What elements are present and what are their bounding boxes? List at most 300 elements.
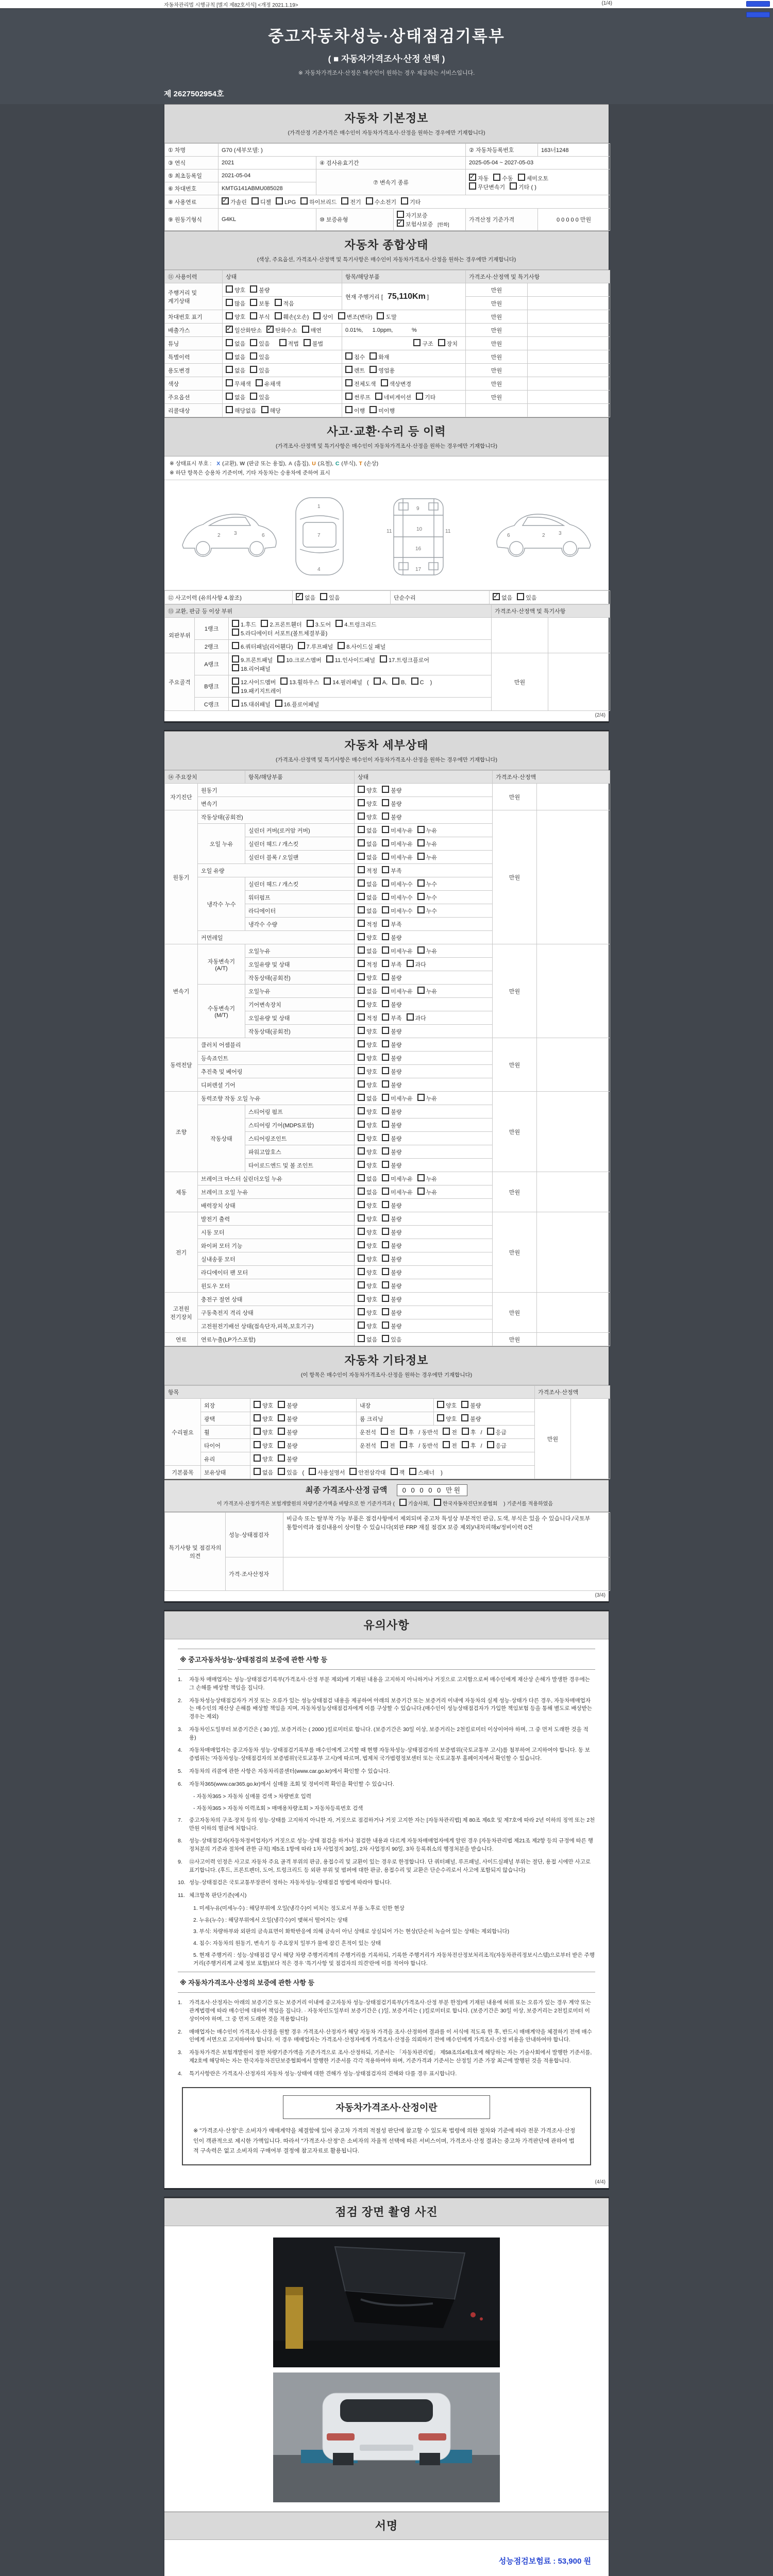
checkbox-불법[interactable] (304, 339, 311, 346)
checkbox-양호[interactable] (437, 1401, 444, 1408)
state-checks (355, 1132, 493, 1145)
checkbox-양호[interactable] (226, 285, 233, 293)
viewer-badge-icon[interactable] (746, 12, 770, 18)
checkbox-상이[interactable] (313, 312, 321, 319)
checkbox-무단변속기[interactable] (469, 182, 476, 190)
checkbox-적법[interactable] (279, 339, 287, 346)
checkbox-있음[interactable] (250, 366, 257, 373)
checkbox-label: 하이브리드 (309, 199, 337, 206)
checkbox-양호[interactable] (358, 1308, 365, 1315)
notice-item-text: 자동차매매업자는 중고자동차 성능·상태점검기록부를 매수인에게 고지할 때 현행 자동차성능·상태점검자의 보증범위(국토교통부 고시)를 첨부하여 고지하여야 합니다. 동 보증범위는 '자동차성능·상태점검자의 보증범위'(국토교통부 고시)에 따르며, 법제처 국가법령정보센터 또는 국토교통부 홈페이지에서 확인할 수 있습니다. (189, 1747, 590, 1761)
note-cell (528, 283, 610, 297)
checkbox-부족[interactable] (382, 960, 389, 967)
checkbox-해당[interactable] (261, 406, 268, 413)
usage-row-label: 튜닝 (165, 337, 223, 350)
checkbox-불량[interactable] (382, 1241, 389, 1248)
checkbox-불량[interactable] (278, 1454, 285, 1462)
checkbox-양호[interactable] (358, 1295, 365, 1302)
legend-symbol-W: W (240, 461, 245, 467)
checkbox-없음[interactable] (226, 352, 233, 360)
checkbox-양호[interactable] (358, 1134, 365, 1141)
checkbox-6.쿼터패널(리어휀다)[interactable] (232, 642, 239, 649)
checkbox-불량[interactable] (278, 1401, 285, 1408)
checkbox-누유[interactable] (417, 1174, 425, 1181)
field-label: ⑩ 보증유형 (316, 209, 394, 231)
checkbox-불량[interactable] (382, 1000, 389, 1007)
checkbox-양호[interactable] (358, 1214, 365, 1222)
checkbox-응급[interactable] (487, 1428, 494, 1435)
checkbox-없음[interactable] (226, 366, 233, 373)
notice-item (178, 1726, 595, 1742)
checkbox-불량[interactable] (382, 1321, 389, 1329)
car-name-value: G70 (세부모델: ) (219, 144, 466, 157)
checkbox-18.리어패널[interactable] (232, 664, 239, 671)
checkbox-침수[interactable] (345, 352, 352, 360)
checkbox-14.필러패널[interactable] (324, 677, 331, 685)
checkbox-후[interactable] (400, 1441, 407, 1448)
check-item (250, 339, 270, 348)
checkbox-2.프론트휀더[interactable] (261, 620, 268, 627)
checkbox-10.크로스멤버[interactable] (277, 655, 284, 663)
checkbox-없음[interactable] (358, 879, 365, 887)
checkbox-누유[interactable] (417, 1188, 425, 1195)
checkbox-양호[interactable] (358, 812, 365, 820)
checkbox-label: 양호 (262, 1416, 274, 1422)
notice-criteria-line: 3. 부식: 차량하부와 외판의 금속표면이 화학반응에 의해 금속이 아닌 상태로 상실되어 가는 현상(단순히 녹슬어 있는 상태는 제외합니다) (193, 1928, 510, 1935)
checkbox-수소전기[interactable] (366, 197, 373, 205)
svg-text:2: 2 (217, 533, 221, 538)
checkbox-양호[interactable] (254, 1428, 261, 1435)
checkbox-미세누수[interactable] (382, 879, 389, 887)
checkbox-이행[interactable] (345, 406, 352, 413)
checkbox-미이행[interactable] (369, 406, 377, 413)
checkbox-훼손(오손)[interactable] (275, 312, 282, 319)
checkbox-안전삼각대[interactable] (349, 1468, 357, 1475)
checkbox-불량[interactable] (382, 1201, 389, 1208)
checkbox-많음[interactable] (226, 299, 233, 306)
checkbox-도말[interactable] (377, 312, 384, 319)
checkbox-누유[interactable] (417, 826, 425, 833)
checkbox-전[interactable] (381, 1441, 388, 1448)
checkbox-label: 과다 (415, 962, 426, 968)
checkbox-A,[interactable] (374, 677, 381, 685)
checkbox-있음[interactable] (250, 352, 257, 360)
checkbox-기타[interactable] (401, 197, 408, 205)
checkbox-있음[interactable] (320, 593, 327, 600)
checkbox-누유[interactable] (417, 853, 425, 860)
checkbox-잭[interactable] (391, 1468, 398, 1475)
checkbox-전[interactable] (381, 1428, 388, 1435)
checkbox-전체도색[interactable] (345, 379, 352, 386)
checkbox-label: 기타 (410, 199, 421, 206)
checkbox-label: 누수 (426, 895, 438, 901)
checkbox-전[interactable] (443, 1428, 450, 1435)
checkbox-미세누유[interactable] (382, 826, 389, 833)
checkbox-불량[interactable] (382, 1308, 389, 1315)
checkbox-적정[interactable] (358, 1013, 365, 1021)
check-item (382, 1000, 401, 1009)
checkbox-19.패키지트레이[interactable] (232, 686, 239, 693)
checkbox-4.트렁크리드[interactable] (335, 620, 343, 627)
viewer-badge-icon[interactable] (746, 1, 770, 7)
checkbox-적정[interactable] (358, 920, 365, 927)
etc-info-table (164, 1385, 609, 1479)
checkbox-미세누유[interactable] (382, 839, 389, 846)
final-price-band (164, 1479, 609, 1512)
checkbox-미세누유[interactable] (382, 987, 389, 994)
checkbox-장치[interactable] (438, 339, 445, 346)
check-item (382, 960, 401, 969)
checkbox-label: 탄화수소 (275, 328, 297, 334)
checkbox-불량[interactable] (382, 1134, 389, 1141)
checkbox-label: 전 (451, 1430, 457, 1436)
checkbox-불량[interactable] (278, 1428, 285, 1435)
checkbox-label: 있음 (391, 1337, 402, 1343)
text: ) (439, 1470, 443, 1476)
checkbox-기술사회,[interactable] (399, 1499, 407, 1506)
rank-label: A랭크 (195, 653, 229, 675)
checkbox-양호[interactable] (358, 1080, 365, 1088)
checkbox-불량[interactable] (382, 1214, 389, 1222)
checkbox-색상변경[interactable] (381, 379, 388, 386)
state-checks (355, 1266, 493, 1279)
notice-item-number: 5. (178, 1768, 182, 1774)
checkbox-구조[interactable] (413, 339, 421, 346)
check-item (417, 893, 437, 902)
checkbox-양호[interactable] (358, 1161, 365, 1168)
checkbox-자기보증[interactable] (397, 211, 404, 218)
notice-item (178, 1858, 595, 1875)
panel-checks (229, 640, 492, 653)
checkbox-불량[interactable] (382, 799, 389, 806)
checkbox-없음[interactable] (358, 1335, 365, 1342)
check-item (417, 826, 437, 835)
checkbox-양호[interactable] (358, 933, 365, 940)
item-label: 오일 유량 (198, 864, 355, 877)
checkbox-양호[interactable] (226, 312, 233, 319)
checkbox-label: 장치 (446, 341, 458, 347)
legend-note: ※ 하단 항목은 승용차 기준이며, 기타 자동차는 승용차에 준하여 표시 (164, 468, 609, 480)
checkbox-C[interactable] (411, 677, 418, 685)
checkbox-미세누수[interactable] (382, 906, 389, 913)
rank-label: 2랭크 (195, 640, 229, 653)
checkbox-불량[interactable] (250, 285, 257, 293)
check-item (382, 933, 401, 942)
checkbox-전기[interactable] (341, 197, 348, 205)
checkbox-양호[interactable] (358, 1268, 365, 1275)
checkbox-영업용[interactable] (369, 366, 377, 373)
legend-desc: (요철), (316, 461, 335, 467)
notice-item (178, 1892, 595, 1900)
check-item (382, 1147, 401, 1156)
checkbox-스패너[interactable] (409, 1468, 416, 1475)
checkbox-불량[interactable] (461, 1401, 468, 1408)
checkbox-label: 후 (470, 1443, 476, 1449)
checkbox-label: 불량 (287, 1430, 298, 1436)
checkbox-부식[interactable] (250, 312, 257, 319)
checkbox-없음[interactable] (358, 987, 365, 994)
checkbox-과다[interactable] (407, 1013, 414, 1021)
checkbox-렌트[interactable] (345, 366, 352, 373)
checkbox-없음[interactable] (358, 853, 365, 860)
checkbox-label: 미세누유 (391, 948, 413, 955)
state-checks (355, 1159, 493, 1172)
checkbox-유채색[interactable] (256, 379, 263, 386)
item-label: 실린더 커버(로커암 커버) (245, 824, 355, 837)
checkbox-양호[interactable] (358, 1201, 365, 1208)
checkbox-양호[interactable] (254, 1414, 261, 1421)
checkbox-양호[interactable] (254, 1441, 261, 1448)
checkbox-누유[interactable] (417, 946, 425, 954)
checkbox-15.대쉬패널[interactable] (232, 700, 239, 707)
checkbox-부족[interactable] (382, 866, 389, 873)
checkbox-누유[interactable] (417, 987, 425, 994)
item-label: 기어변속장치 (245, 998, 355, 1011)
price-cell: 만원 (466, 350, 528, 364)
checkbox-후[interactable] (400, 1428, 407, 1435)
checkbox-양호[interactable] (358, 1281, 365, 1289)
checkbox-label: 없음 (234, 395, 246, 401)
checkbox-누수[interactable] (417, 879, 425, 887)
checkbox-누수[interactable] (417, 893, 425, 900)
checkbox-후[interactable] (462, 1428, 469, 1435)
checkbox-11.인사이드패널[interactable] (326, 655, 333, 663)
item-label: 시동 모터 (198, 1226, 355, 1239)
checkbox-없음[interactable] (358, 906, 365, 913)
checkbox-없음[interactable] (358, 1094, 365, 1101)
checkbox-불량[interactable] (382, 1067, 389, 1074)
checkbox-무채색[interactable] (226, 379, 233, 386)
checkbox-부족[interactable] (382, 1013, 389, 1021)
checkbox-미세누유[interactable] (382, 946, 389, 954)
checkbox-있음[interactable] (250, 339, 257, 346)
checkbox-양호[interactable] (254, 1454, 261, 1462)
checkbox-양호[interactable] (358, 1040, 365, 1047)
checkbox-불량[interactable] (382, 1255, 389, 1262)
checkbox-12.사이드멤버[interactable] (232, 677, 239, 685)
checkbox-보험사보증[interactable] (397, 219, 404, 227)
checkbox-변조(변타)[interactable] (338, 312, 345, 319)
checkbox-불량[interactable] (382, 1281, 389, 1289)
checkbox-label: 적정 (366, 868, 378, 874)
checkbox-가솔린[interactable] (222, 197, 229, 205)
checkbox-없음[interactable] (358, 946, 365, 954)
checkbox-양호[interactable] (358, 1000, 365, 1007)
checkbox-한국자동차진단보증협회[interactable] (434, 1499, 441, 1506)
checkbox-양호[interactable] (358, 786, 365, 793)
checkbox-미세누유[interactable] (382, 1188, 389, 1195)
checkbox-양호[interactable] (358, 1241, 365, 1248)
checkbox-불량[interactable] (382, 1040, 389, 1047)
device-group-label: 조향 (165, 1092, 198, 1172)
final-price-note (164, 1499, 609, 1507)
detail-state-table (164, 770, 609, 1346)
checkbox-없음[interactable] (358, 826, 365, 833)
check-item (382, 1054, 401, 1062)
checkbox-label: 적법 (288, 341, 299, 347)
checkbox-디젤[interactable] (251, 197, 259, 205)
notice-items (178, 1676, 595, 1968)
checkbox-17.트렁크플로어[interactable] (380, 655, 387, 663)
signature-area[interactable] (164, 2540, 609, 2576)
notice-item (178, 1676, 595, 1692)
checkbox-없음[interactable] (358, 839, 365, 846)
checkbox-양호[interactable] (358, 1067, 365, 1074)
checkbox-label: 매연 (310, 328, 322, 334)
checkbox-적정[interactable] (358, 960, 365, 967)
checkbox-7.루프패널[interactable] (298, 642, 305, 649)
checkbox-불량[interactable] (382, 1054, 389, 1061)
checkbox-기타[interactable] (416, 393, 423, 400)
checkbox-전[interactable] (443, 1441, 450, 1448)
checkbox-누유[interactable] (417, 839, 425, 846)
checkbox-매연[interactable] (302, 326, 309, 333)
repair-group-label: 수리필요 (165, 1399, 201, 1466)
checkbox-LPG[interactable] (276, 197, 283, 205)
checkbox-16.플로어패널[interactable] (275, 700, 282, 707)
checkbox-5.라디에이터 서포트(볼트체결부품)[interactable] (232, 629, 239, 636)
price-cell: 만원 (535, 1399, 571, 1479)
checkbox-B,[interactable] (392, 677, 399, 685)
checkbox-불량[interactable] (382, 933, 389, 940)
checkbox-후[interactable] (462, 1441, 469, 1448)
checkbox-썬루프[interactable] (345, 393, 352, 400)
checkbox-기타 ( )[interactable] (510, 182, 517, 190)
checkbox-8.사이드실 패널[interactable] (338, 642, 345, 649)
title-band (0, 9, 773, 104)
checkbox-불량[interactable] (461, 1414, 468, 1421)
note-cell (528, 350, 610, 364)
checkbox-자동[interactable] (469, 174, 476, 181)
checkbox-누유[interactable] (417, 1094, 425, 1101)
check-item (232, 700, 271, 708)
checkbox-불량[interactable] (382, 973, 389, 980)
checkbox-양호[interactable] (358, 1228, 365, 1235)
note-cell (537, 1172, 610, 1212)
checkbox-양호[interactable] (358, 1054, 365, 1061)
checkbox-양호[interactable] (358, 973, 365, 980)
checkbox-하이브리드[interactable] (300, 197, 308, 205)
checkbox-부족[interactable] (382, 920, 389, 927)
notice-item-text: 중고자동차의 구조·장치 등의 성능·상태를 고지하지 아니한 자, 거짓으로 점검하거나 거짓 고지한 자는 [자동차관리법] 제 80조 제6호 및 제7호에 따라 2년 이하의 징역 또는 2천만원 이하의 벌금에 처합니다. (189, 1817, 595, 1832)
checkbox-불량[interactable] (382, 1295, 389, 1302)
checkbox-9.프론트패널[interactable] (232, 655, 239, 663)
checkbox-미세누수[interactable] (382, 893, 389, 900)
checkbox-해당없음[interactable] (226, 406, 233, 413)
checkbox-양호[interactable] (358, 1107, 365, 1114)
check-item (461, 1401, 481, 1410)
checkbox-있음[interactable] (382, 1335, 389, 1342)
checkbox-적음[interactable] (275, 299, 282, 306)
checkbox-불량[interactable] (278, 1414, 285, 1421)
check-item (358, 853, 377, 861)
checkbox-불량[interactable] (382, 1228, 389, 1235)
checkbox-13.휠하우스[interactable] (280, 677, 288, 685)
checkbox-불량[interactable] (382, 786, 389, 793)
checkbox-불량[interactable] (382, 812, 389, 820)
checkbox-불량[interactable] (382, 1161, 389, 1168)
checkbox-있음[interactable] (278, 1468, 285, 1475)
checkbox-네비게이션[interactable] (375, 393, 382, 400)
check-item (358, 826, 377, 835)
checkbox-적정[interactable] (358, 866, 365, 873)
checkbox-양호[interactable] (358, 799, 365, 806)
checkbox-화재[interactable] (369, 352, 377, 360)
checkbox-미세누유[interactable] (382, 853, 389, 860)
checkbox-세미오토[interactable] (518, 174, 525, 181)
checkbox-없음[interactable] (226, 393, 233, 400)
checkbox-label: 미세누유 (391, 855, 413, 861)
checkbox-없음[interactable] (358, 1188, 365, 1195)
checkbox-양호[interactable] (358, 1027, 365, 1034)
checkbox-응급[interactable] (487, 1441, 494, 1448)
checkbox-label: 양호 (366, 1163, 378, 1169)
checkbox-없음[interactable] (254, 1468, 261, 1475)
checkbox-label: 네비게이션 (383, 395, 412, 401)
checkbox-양호[interactable] (358, 1255, 365, 1262)
item-label: 오일유량 및 상태 (245, 958, 355, 971)
checkbox-label: 양호 (262, 1403, 274, 1409)
check-item (382, 826, 413, 835)
checkbox-미세누유[interactable] (382, 1174, 389, 1181)
checkbox-양호[interactable] (358, 1147, 365, 1155)
checkbox-누수[interactable] (417, 906, 425, 913)
checkbox-양호[interactable] (358, 1321, 365, 1329)
checkbox-없음[interactable] (493, 593, 500, 600)
checkbox-1.후드[interactable] (232, 620, 239, 627)
checkbox-불량[interactable] (382, 1027, 389, 1034)
checkbox-양호[interactable] (437, 1414, 444, 1421)
check-item (382, 987, 413, 995)
checkbox-수동[interactable] (493, 174, 500, 181)
checkbox-label: 한국자동차진단보증협회 (443, 1501, 498, 1507)
check-item (358, 799, 377, 808)
check-item (341, 197, 361, 206)
state-checks (223, 310, 466, 324)
check-item (382, 1241, 401, 1250)
checkbox-3.도어[interactable] (307, 620, 314, 627)
checkbox-불량[interactable] (382, 1080, 389, 1088)
checkbox-불량[interactable] (382, 1107, 389, 1114)
checkbox-불량[interactable] (382, 1147, 389, 1155)
price-cell: 만원 (493, 1038, 537, 1092)
check-item (296, 593, 315, 602)
item-label: 발전기 출력 (198, 1212, 355, 1226)
check-item (226, 366, 245, 375)
item-label: 등속죠인트 (198, 1052, 355, 1065)
checkbox-label: 불량 (391, 1123, 402, 1129)
price-cell: 만원 (466, 324, 528, 337)
note-cell (537, 1092, 610, 1172)
checkbox-불량[interactable] (278, 1441, 285, 1448)
checkbox-일산화탄소[interactable] (226, 326, 233, 333)
checkbox-과다[interactable] (407, 960, 414, 967)
checkbox-없음[interactable] (358, 1174, 365, 1181)
checkbox-있음[interactable] (517, 593, 524, 600)
checkbox-보통[interactable] (250, 299, 257, 306)
checkbox-없음[interactable] (358, 893, 365, 900)
checkbox-사용설명서[interactable] (309, 1468, 316, 1475)
checkbox-양호[interactable] (254, 1401, 261, 1408)
checkbox-없음[interactable] (296, 593, 303, 600)
checkbox-없음[interactable] (226, 339, 233, 346)
checkbox-탄화수소[interactable] (266, 326, 274, 333)
checkbox-양호[interactable] (358, 1121, 365, 1128)
checkbox-불량[interactable] (382, 1268, 389, 1275)
checkbox-있음[interactable] (250, 393, 257, 400)
checkbox-불량[interactable] (382, 1121, 389, 1128)
checkbox-미세누유[interactable] (382, 1094, 389, 1101)
